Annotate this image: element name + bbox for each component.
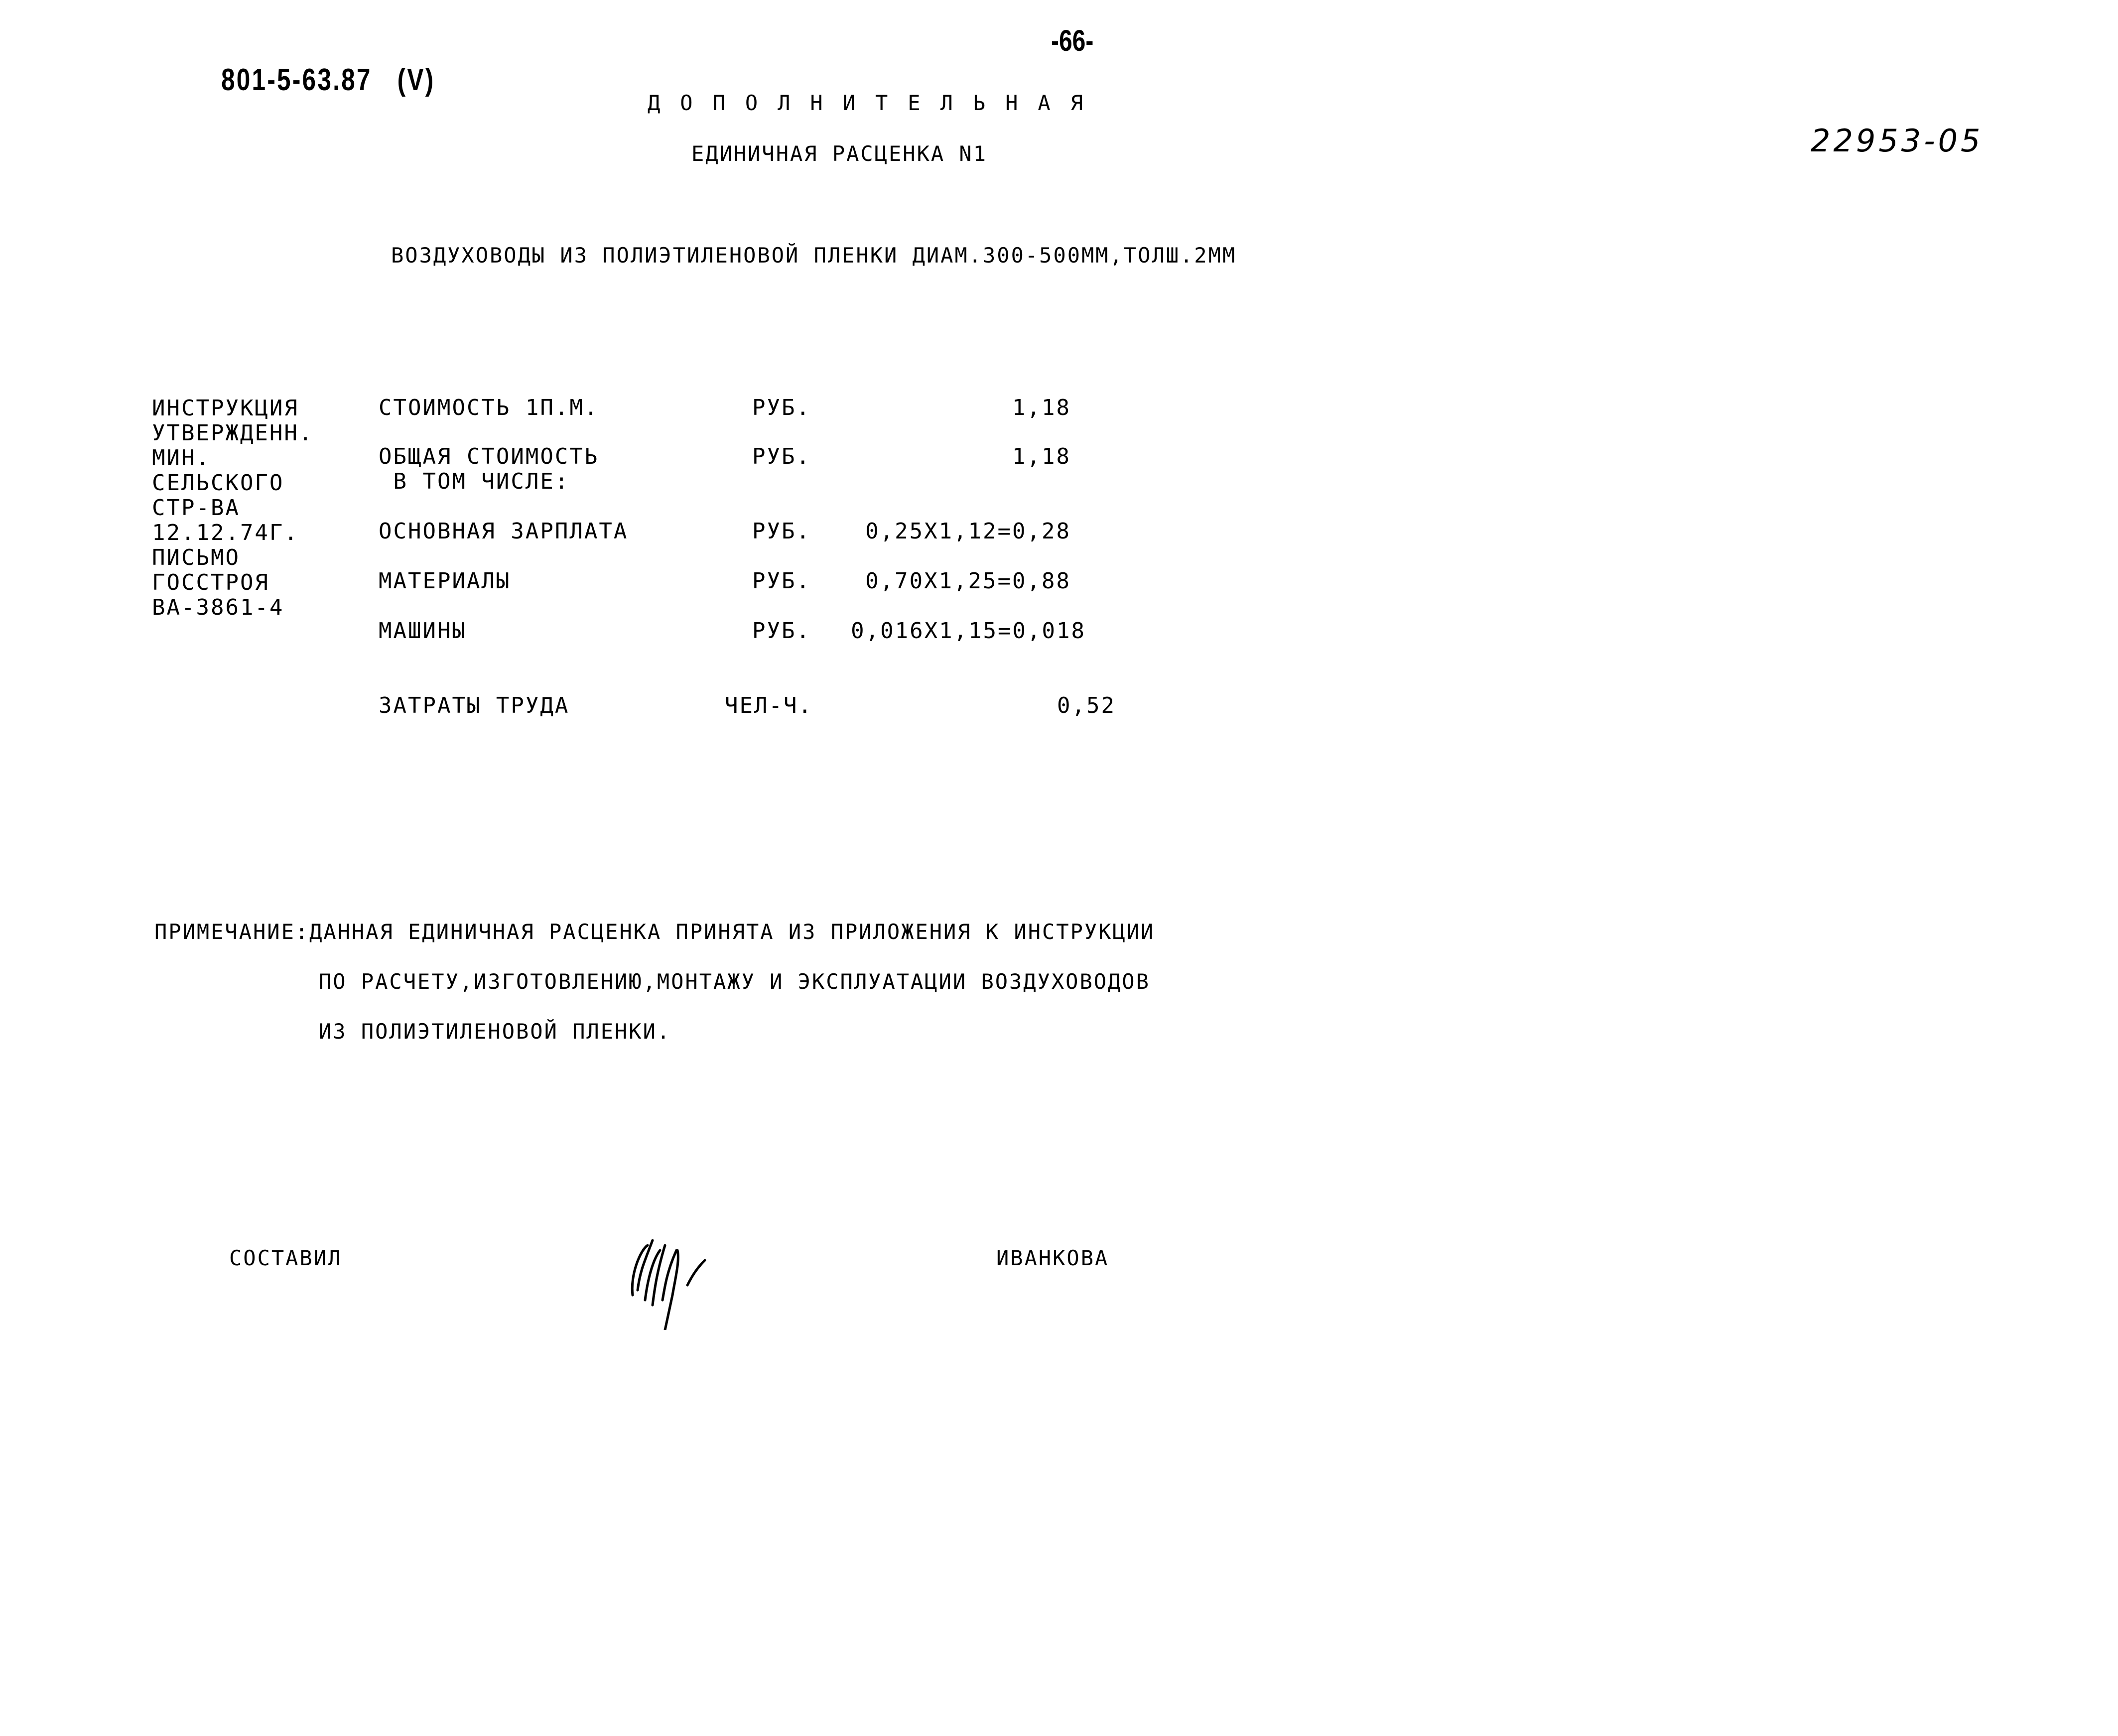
cost-sublabel-including: В ТОМ ЧИСЛЕ: xyxy=(379,469,570,494)
heading-additional: ДОПОЛНИТЕЛЬНАЯ xyxy=(648,91,1103,115)
cost-value: 0,70X1,25=0,88 xyxy=(865,568,1071,594)
basis-reference xyxy=(152,396,313,620)
note-line: ПО РАСЧЕТУ,ИЗГОТОВЛЕНИЮ,МОНТАЖУ И ЭКСПЛУАТАЦИИ ВОЗДУХОВОДОВ xyxy=(319,969,1150,994)
compiled-by-label: СОСТАВИЛ xyxy=(229,1246,342,1270)
heading-unit-rate: ЕДИНИЧНАЯ РАСЦЕНКА N1 xyxy=(691,141,988,166)
basis-line: МИН. xyxy=(152,445,211,471)
basis-line: СЕЛЬСКОГО xyxy=(152,470,284,496)
basis-line: ИНСТРУКЦИЯ xyxy=(152,396,299,421)
page-number: -66- xyxy=(1051,24,1094,57)
cost-label-per-meter: СТОИМОСТЬ 1П.М. xyxy=(379,395,599,420)
basis-line: СТР-ВА xyxy=(152,495,240,521)
cost-unit: РУБ. xyxy=(752,395,811,420)
document-code xyxy=(204,34,435,96)
basis-line: ВА-3861-4 xyxy=(152,595,284,620)
signature-icon xyxy=(618,1230,762,1330)
cost-label-wages: ОСНОВНАЯ ЗАРПЛАТА xyxy=(379,519,629,544)
labor-label: ЗАТРАТЫ ТРУДА xyxy=(379,693,570,718)
cost-unit: РУБ. xyxy=(752,618,811,644)
registration-number: 22953-05 xyxy=(1811,123,1984,159)
basis-line: УТВЕРЖДЕНН. xyxy=(152,420,314,446)
cost-label-machines: МАШИНЫ xyxy=(379,618,467,644)
cost-unit: РУБ. xyxy=(752,568,811,594)
cost-value: 1,18 xyxy=(1012,395,1071,420)
cost-unit: РУБ. xyxy=(752,519,811,544)
cost-value: 1,18 xyxy=(1012,444,1071,469)
cost-unit: РУБ. xyxy=(752,444,811,469)
document-code-suffix: (V) xyxy=(397,63,435,97)
note-line: ПРИМЕЧАНИЕ:ДАННАЯ ЕДИНИЧНАЯ РАСЦЕНКА ПРИНЯТА ИЗ ПРИЛОЖЕНИЯ К ИНСТРУКЦИИ xyxy=(154,920,1155,944)
basis-line: ПИСЬМО xyxy=(152,545,240,570)
labor-unit: ЧЕЛ-Ч. xyxy=(725,693,813,718)
note-line: ИЗ ПОЛИЭТИЛЕНОВОЙ ПЛЕНКИ. xyxy=(319,1019,671,1044)
basis-line: 12.12.74Г. xyxy=(152,520,299,545)
page-title: ВОЗДУХОВОДЫ ИЗ ПОЛИЭТИЛЕНОВОЙ ПЛЕНКИ ДИАМ.300-500ММ,ТОЛШ.2ММ xyxy=(391,243,1237,267)
basis-line: ГОССТРОЯ xyxy=(152,570,269,595)
cost-label-materials: МАТЕРИАЛЫ xyxy=(379,568,511,594)
labor-value: 0,52 xyxy=(1057,693,1116,718)
cost-value: 0,016X1,15=0,018 xyxy=(851,618,1086,644)
cost-label-total: ОБЩАЯ СТОИМОСТЬ xyxy=(379,444,599,469)
compiler-name: ИВАНКОВА xyxy=(996,1246,1109,1270)
cost-value: 0,25X1,12=0,28 xyxy=(865,519,1071,544)
document-code-number: 801-5-63.87 xyxy=(221,63,372,97)
